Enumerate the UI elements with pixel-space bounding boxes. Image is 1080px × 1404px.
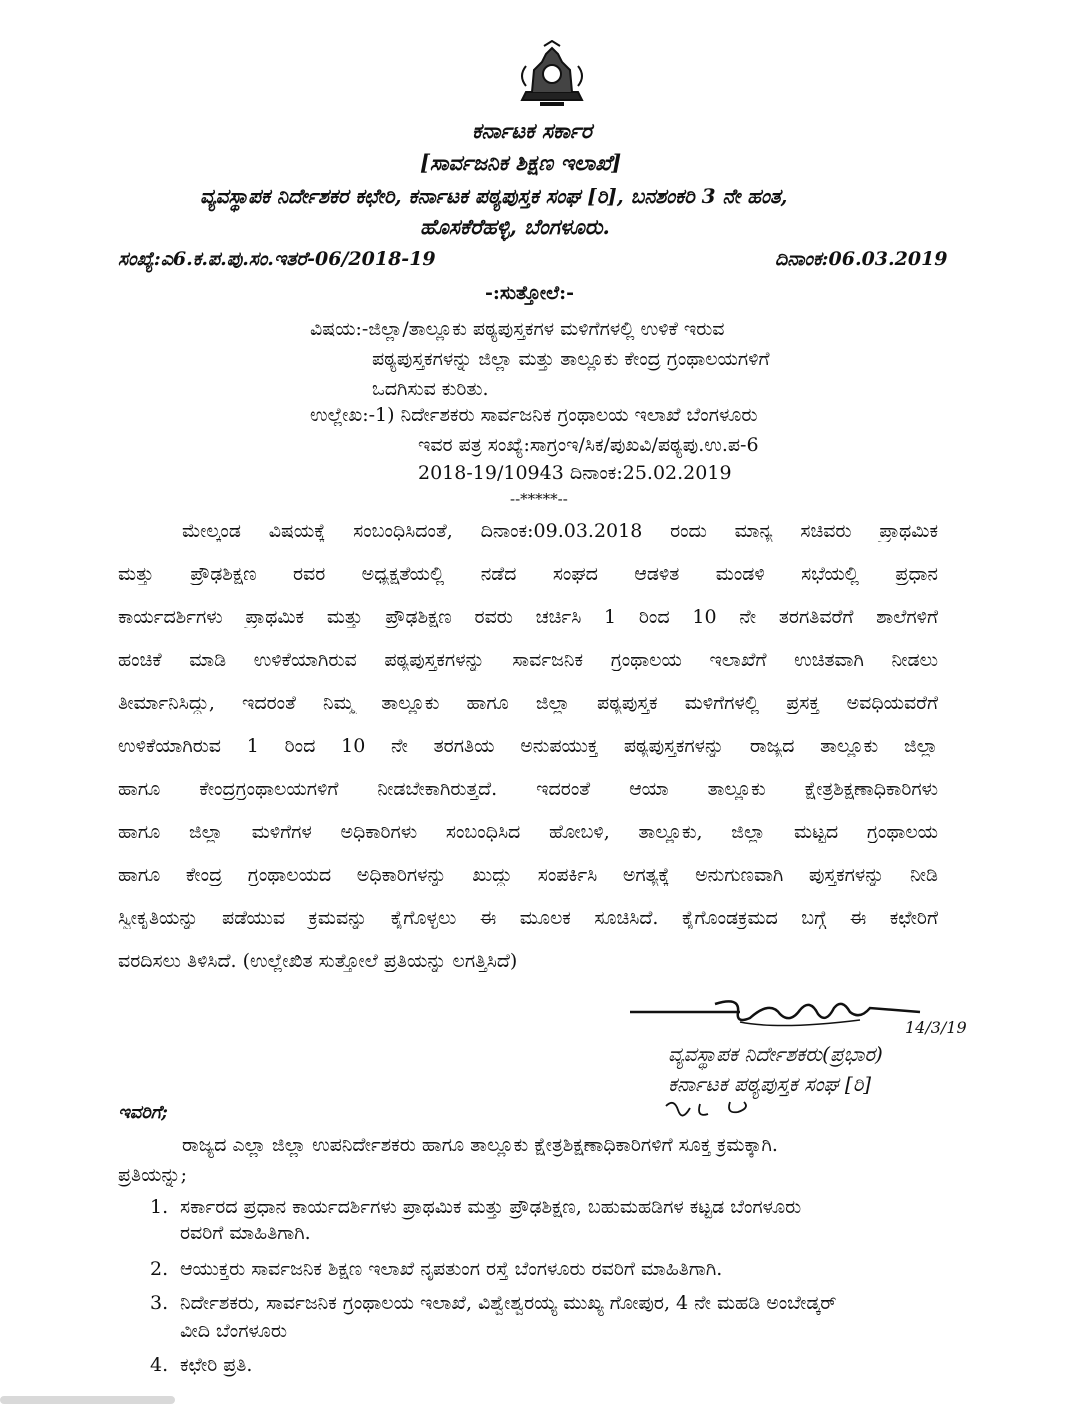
government-title: ಕರ್ನಾಟಕ ಸರ್ಕಾರ	[472, 118, 592, 143]
list-item: ಕಛೇರಿ ಪ್ರತಿ.	[180, 1354, 253, 1376]
signatory-designation: ವ್ಯವಸ್ಥಾಪಕ ನಿರ್ದೇಶಕರು(ಪ್ರಭಾರ)	[668, 1042, 883, 1066]
body-line: ಮೇಲ್ಕಂಡ ವಿಷಯಕ್ಕೆ ಸಂಬಂಧಿಸಿದಂತೆ, ದಿನಾಂಕ:09.03.2018 ರಂದು ಮಾನ್ಯ ಸಚಿವರು ಪ್ರಾಥಮಿಕ	[182, 520, 938, 542]
list-item: ನಿರ್ದೇಶಕರು, ಸಾರ್ವಜನಿಕ ಗ್ರಂಥಾಲಯ ಇಲಾಖೆ, ವಿಶ್ವೇಶ್ವರಯ್ಯ ಮುಖ್ಯ ಗೋಪುರ, 4 ನೇ ಮಹಡಿ ಅಂಬೇಡ್ಕರ್	[180, 1292, 837, 1314]
handwritten-signature	[620, 990, 940, 1040]
office-address-line1: ವ್ಯವಸ್ಥಾಪಕ ನಿರ್ದೇಶಕರ ಕಛೇರಿ, ಕರ್ನಾಟಕ ಪಠ್ಯಪುಸ್ತಕ ಸಂಘ [ರಿ], ಬನಶಂಕರಿ 3 ನೇ ಹಂತ,	[200, 184, 788, 208]
circular-date: ದಿನಾಂಕ:06.03.2019	[775, 248, 948, 270]
list-item: ಸರ್ಕಾರದ ಪ್ರಧಾನ ಕಾರ್ಯದರ್ಶಿಗಳು ಪ್ರಾಥಮಿಕ ಮತ್ತು ಪ್ರೌಢಶಿಕ್ಷಣ, ಬಹುಮಹಡಿಗಳ ಕಟ್ಟಡ ಬೆಂಗಳೂರು	[180, 1196, 802, 1218]
department-title: [ಸಾರ್ವಜನಿಕ ಶಿಕ್ಷಣ ಇಲಾಖೆ]	[420, 150, 622, 175]
copies-label: ಪ್ರತಿಯನ್ನು;	[118, 1164, 188, 1186]
subject-line3: ಒದಗಿಸುವ ಕುರಿತು.	[372, 378, 489, 400]
karnataka-state-emblem-icon	[512, 40, 592, 108]
reference-note-line2: ಇವರ ಪತ್ರ ಸಂಖ್ಯೆ:ಸಾಗ್ರಂಇ/ಸಿಕ/ಪುಖವಿ/ಪಠ್ಯಪು.ಉ.ಪ-6	[418, 434, 759, 456]
body-line: ತೀರ್ಮಾನಿಸಿದ್ದು, ಇದರಂತೆ ನಿಮ್ಮ ತಾಲ್ಲೂಕು ಹಾಗೂ ಜಿಲ್ಲಾ ಪಠ್ಯಪುಸ್ತಕ ಮಳಿಗೆಗಳಲ್ಲಿ ಪ್ರಸಕ್ತ ಅವಧಿಯವರೆಗೆ	[118, 692, 938, 714]
signatory-organization: ಕರ್ನಾಟಕ ಪಠ್ಯಪುಸ್ತಕ ಸಂಘ [ರಿ]	[668, 1072, 872, 1096]
list-item-number: 1.	[150, 1196, 169, 1218]
list-item: ಆಯುಕ್ತರು ಸಾರ್ವಜನಿಕ ಶಿಕ್ಷಣ ಇಲಾಖೆ ನೃಪತುಂಗ ರಸ್ತೆ ಬೆಂಗಳೂರು ರವರಿಗೆ ಮಾಹಿತಿಗಾಗಿ.	[180, 1258, 723, 1280]
signature-date: 14/3/19	[905, 1018, 967, 1037]
body-line: ಕಾರ್ಯದರ್ಶಿಗಳು ಪ್ರಾಥಮಿಕ ಮತ್ತು ಪ್ರೌಢಶಿಕ್ಷಣ ರವರು ಚರ್ಚಿಸಿ 1 ರಿಂದ 10 ನೇ ತರಗತಿವರೆಗೆ ಶಾಲೆಗಳಿಗೆ	[118, 606, 938, 628]
circular-title: -:ಸುತ್ತೋಲೆ:-	[485, 282, 575, 304]
recipients-label: ಇವರಿಗೆ;	[118, 1102, 168, 1123]
subject-line1: ವಿಷಯ:-ಜಿಲ್ಲಾ/ತಾಲ್ಲೂಕು ಪಠ್ಯಪುಸ್ತಕಗಳ ಮಳಿಗೆಗಳಲ್ಲಿ ಉಳಿಕೆ ಇರುವ	[310, 318, 725, 340]
reference-note-line3: 2018-19/10943 ದಿನಾಂಕ:25.02.2019	[418, 462, 732, 484]
reference-note-line1: ಉಲ್ಲೇಖ:-1) ನಿರ್ದೇಶಕರು ಸಾರ್ವಜನಿಕ ಗ್ರಂಥಾಲಯ ಇಲಾಖೆ ಬೆಂಗಳೂರು	[310, 404, 758, 426]
office-address-line2: ಹೊಸಕೆರೆಹಳ್ಳಿ, ಬೆಂಗಳೂರು.	[420, 214, 610, 239]
recipients-text: ರಾಜ್ಯದ ಎಲ್ಲಾ ಜಿಲ್ಲಾ ಉಪನಿರ್ದೇಶಕರು ಹಾಗೂ ತಾಲ್ಲೂಕು ಕ್ಷೇತ್ರಶಿಕ್ಷಣಾಧಿಕಾರಿಗಳಿಗೆ ಸೂಕ್ತ ಕ್ರಮಕ್ಕಾಗಿ.	[182, 1134, 778, 1156]
list-item-number: 4.	[150, 1354, 169, 1376]
body-line: ಹಾಗೂ ಕೇಂದ್ರ ಗ್ರಂಥಾಲಯದ ಅಧಿಕಾರಿಗಳನ್ನು ಖುದ್ದು ಸಂಪರ್ಕಿಸಿ ಅಗತ್ಯಕ್ಕೆ ಅನುಗುಣವಾಗಿ ಪುಸ್ತಕಗಳನ್ನು ನೀಡಿ	[118, 864, 938, 886]
subject-line2: ಪಠ್ಯಪುಸ್ತಕಗಳನ್ನು ಜಿಲ್ಲಾ ಮತ್ತು ತಾಲ್ಲೂಕು ಕೇಂದ್ರ ಗ್ರಂಥಾಲಯಗಳಿಗೆ	[372, 348, 770, 370]
body-line: ಹಂಚಿಕೆ ಮಾಡಿ ಉಳಿಕೆಯಾಗಿರುವ ಪಠ್ಯಪುಸ್ತಕಗಳನ್ನು ಸಾರ್ವಜನಿಕ ಗ್ರಂಥಾಲಯ ಇಲಾಖೆಗೆ ಉಚಿತವಾಗಿ ನೀಡಲು	[118, 649, 938, 671]
body-line: ಮತ್ತು ಪ್ರೌಢಶಿಕ್ಷಣ ರವರ ಅಧ್ಯಕ್ಷತೆಯಲ್ಲಿ ನಡೆದ ಸಂಘದ ಆಡಳಿತ ಮಂಡಳಿ ಸಭೆಯಲ್ಲಿ ಪ್ರಧಾನ	[118, 563, 938, 585]
list-item-continuation: ವೀದಿ ಬೆಂಗಳೂರು	[180, 1320, 288, 1342]
reference-number: ಸಂಖ್ಯೆ:ಎ6.ಕ.ಪ.ಪು.ಸಂ.ಇತರೆ-06/2018-19	[118, 248, 436, 270]
horizontal-scrollbar[interactable]	[0, 1396, 175, 1404]
list-item-number: 2.	[150, 1258, 169, 1280]
body-line: ಹಾಗೂ ಜಿಲ್ಲಾ ಮಳಿಗೆಗಳ ಅಧಿಕಾರಿಗಳು ಸಂಬಂಧಿಸಿದ ಹೋಬಳಿ, ತಾಲ್ಲೂಕು, ಜಿಲ್ಲಾ ಮಟ್ಟದ ಗ್ರಂಥಾಲಯ	[118, 821, 938, 843]
body-line: ವರದಿಸಲು ತಿಳಿಸಿದೆ. (ಉಲ್ಲೇಖಿತ ಸುತ್ತೋಲೆ ಪ್ರತಿಯನ್ನು ಲಗತ್ತಿಸಿದೆ)	[118, 950, 518, 972]
body-line: ಉಳಿಕೆಯಾಗಿರುವ 1 ರಿಂದ 10 ನೇ ತರಗತಿಯ ಅನುಪಯುಕ್ತ ಪಠ್ಯಪುಸ್ತಕಗಳನ್ನು ರಾಜ್ಯದ ತಾಲ್ಲೂಕು ಜಿಲ್ಲಾ	[118, 735, 938, 757]
list-item-continuation: ರವರಿಗೆ ಮಾಹಿತಿಗಾಗಿ.	[180, 1222, 311, 1244]
body-line: ಸ್ವೀಕೃತಿಯನ್ನು ಪಡೆಯುವ ಕ್ರಮವನ್ನು ಕೈಗೊಳ್ಳಲು ಈ ಮೂಲಕ ಸೂಚಿಸಿದೆ. ಕೈಗೊಂಡಕ್ರಮದ ಬಗ್ಗೆ ಈ ಕಛೇರಿಗೆ	[118, 907, 938, 929]
body-line: ಹಾಗೂ ಕೇಂದ್ರಗ್ರಂಥಾಲಯಗಳಿಗೆ ನೀಡಬೇಕಾಗಿರುತ್ತದೆ. ಇದರಂತೆ ಆಯಾ ತಾಲ್ಲೂಕು ಕ್ಷೇತ್ರಶಿಕ್ಷಣಾಧಿಕಾರಿಗಳು	[118, 778, 938, 800]
list-item-number: 3.	[150, 1292, 169, 1314]
separator: --*****--	[510, 490, 568, 508]
initials-mark	[660, 1096, 780, 1126]
